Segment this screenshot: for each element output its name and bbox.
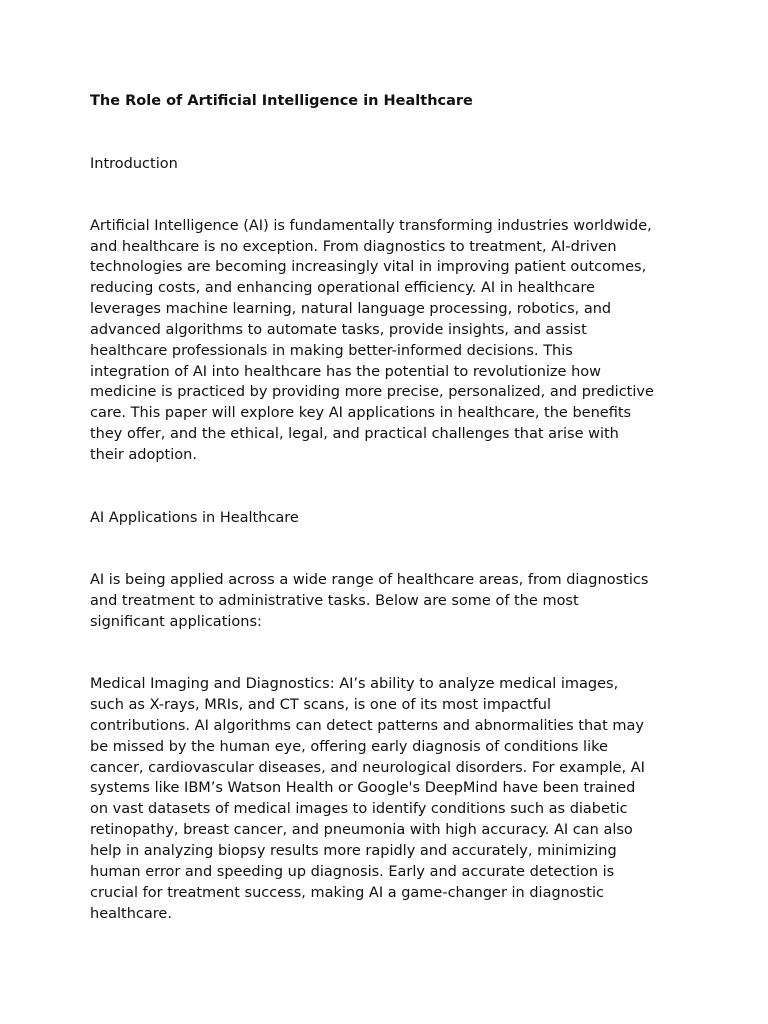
- paragraph-line: integration of AI into healthcare has the potential to revolutionize how: [90, 364, 601, 380]
- paragraph-line: and treatment to administrative tasks. Below are some of the most: [90, 593, 579, 609]
- paragraph-line: crucial for treatment success, making AI a game-changer in diagnostic: [90, 885, 604, 901]
- paragraph-line: advanced algorithms to automate tasks, provide insights, and assist: [90, 322, 587, 338]
- paragraph-line: such as X-rays, MRIs, and CT scans, is one of its most impactful: [90, 697, 552, 713]
- section-heading-introduction: Introduction: [90, 156, 178, 172]
- paragraph-line: retinopathy, breast cancer, and pneumonia with high accuracy. AI can also: [90, 822, 633, 838]
- paragraph-line: cancer, cardiovascular diseases, and neurological disorders. For example, AI: [90, 760, 645, 776]
- paragraph-line: healthcare professionals in making better-informed decisions. This: [90, 343, 573, 359]
- section-heading-applications: AI Applications in Healthcare: [90, 510, 299, 526]
- paragraph-line: technologies are becoming increasingly vital in improving patient outcomes,: [90, 259, 647, 275]
- document-title: The Role of Artificial Intelligence in Healthcare: [90, 93, 473, 109]
- paragraph-line: on vast datasets of medical images to identify conditions such as diabetic: [90, 801, 628, 817]
- paragraph-line: systems like IBM’s Watson Health or Google's DeepMind have been trained: [90, 780, 636, 796]
- paragraph-line: healthcare.: [90, 906, 172, 922]
- paragraph-line: be missed by the human eye, offering early diagnosis of conditions like: [90, 739, 608, 755]
- paragraph-line: Artificial Intelligence (AI) is fundamentally transforming industries worldwide,: [90, 218, 652, 234]
- paragraph-line: they offer, and the ethical, legal, and practical challenges that arise with: [90, 426, 619, 442]
- paragraph-line: leverages machine learning, natural language processing, robotics, and: [90, 301, 612, 317]
- paragraph-line: AI is being applied across a wide range of healthcare areas, from diagnostics: [90, 572, 649, 588]
- paragraph-line: reducing costs, and enhancing operational efficiency. AI in healthcare: [90, 280, 595, 296]
- paragraph-line: human error and speeding up diagnosis. Early and accurate detection is: [90, 864, 615, 880]
- paragraph-line: contributions. AI algorithms can detect patterns and abnormalities that may: [90, 718, 644, 734]
- paragraph-line: help in analyzing biopsy results more rapidly and accurately, minimizing: [90, 843, 617, 859]
- paragraph-line: significant applications:: [90, 614, 262, 630]
- paragraph-line: medicine is practiced by providing more precise, personalized, and predictive: [90, 384, 654, 400]
- paragraph-line: their adoption.: [90, 447, 197, 463]
- paragraph-line: and healthcare is no exception. From diagnostics to treatment, AI-driven: [90, 239, 617, 255]
- paragraph-line: care. This paper will explore key AI applications in healthcare, the benefits: [90, 405, 632, 421]
- paragraph-line: Medical Imaging and Diagnostics: AI’s ability to analyze medical images,: [90, 676, 619, 692]
